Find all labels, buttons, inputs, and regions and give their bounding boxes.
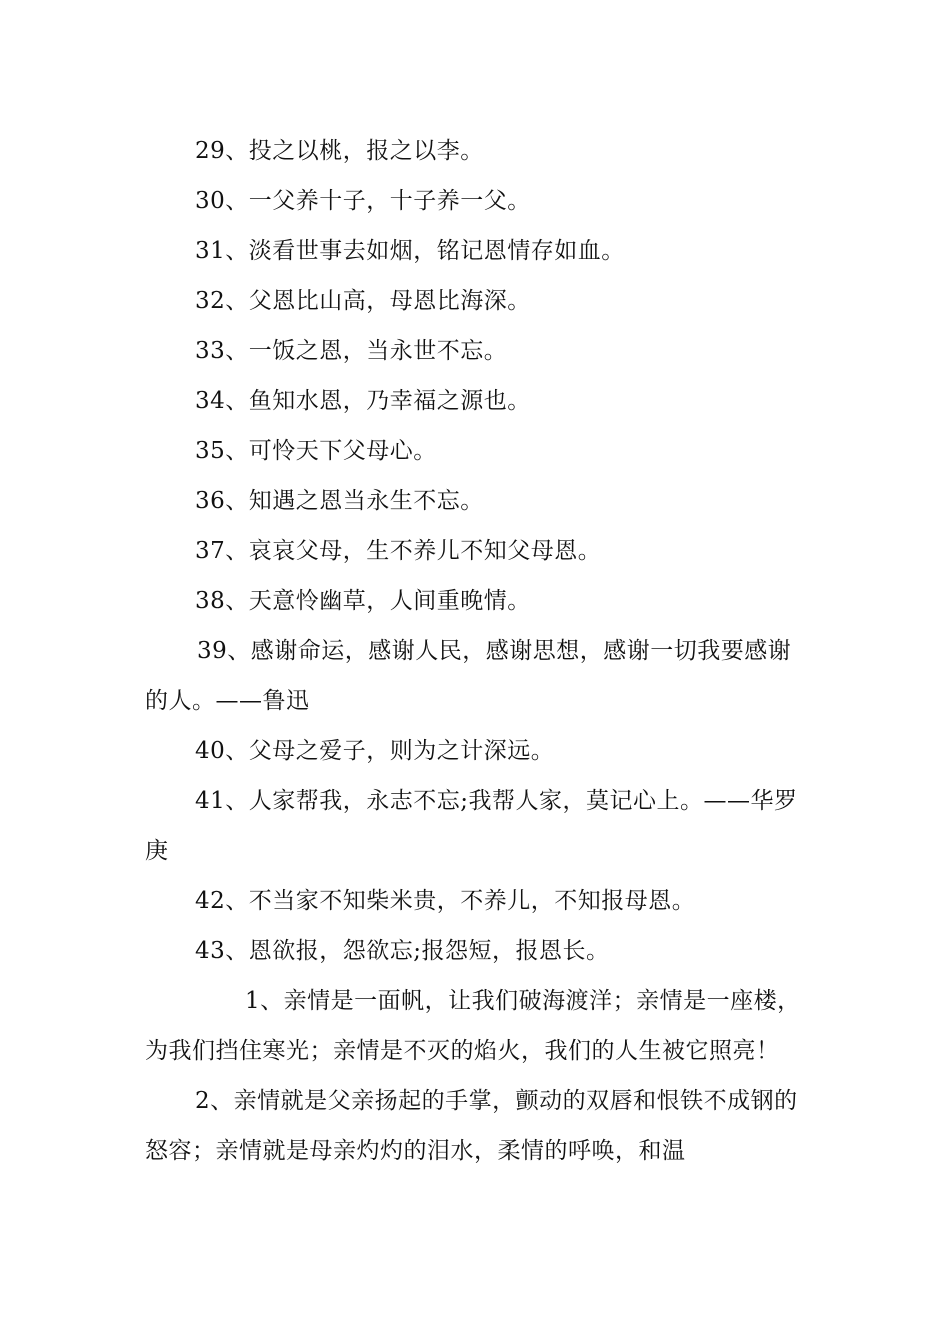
quote-32: 32、父恩比山高，母恩比海深。 [195, 288, 531, 314]
paragraph-1: 1、亲情是一面帆，让我们破海渡洋；亲情是一座楼，为我们挡住寒光；亲情是不灭的焰火，我们的人生被它照亮！ [145, 988, 801, 1064]
quote-41: 41、人家帮我，永志不忘;我帮人家，莫记心上。——华罗庚 [145, 788, 798, 864]
quote-42: 42、不当家不知柴米贵，不养儿，不知报母恩。 [195, 888, 696, 914]
document-body [145, 126, 807, 1176]
quote-40: 40、父母之爱子，则为之计深远。 [195, 738, 555, 764]
quote-34: 34、鱼知水恩，乃幸福之源也。 [195, 388, 531, 414]
quote-29: 29、投之以桃，报之以李。 [195, 138, 484, 164]
quote-37: 37、哀哀父母，生不养儿不知父母恩。 [195, 538, 602, 564]
quote-38: 38、天意怜幽草，人间重晚情。 [195, 588, 531, 614]
quote-30: 30、一父养十子，十子养一父。 [195, 188, 531, 214]
quote-39: 39、感谢命运，感谢人民，感谢思想，感谢一切我要感谢的人。——鲁迅 [145, 638, 792, 714]
paragraph-2: 2、亲情就是父亲扬起的手掌，颤动的双唇和恨铁不成钢的怒容；亲情就是母亲灼灼的泪水，柔情的呼唤，和温 [145, 1088, 798, 1164]
quote-33: 33、一饭之恩，当永世不忘。 [195, 338, 508, 364]
quote-43: 43、恩欲报，怨欲忘;报怨短，报恩长。 [195, 938, 610, 964]
quote-36: 36、知遇之恩当永生不忘。 [195, 488, 484, 514]
quote-31: 31、淡看世事去如烟，铭记恩情存如血。 [195, 238, 625, 264]
quote-35: 35、可怜天下父母心。 [195, 438, 437, 464]
